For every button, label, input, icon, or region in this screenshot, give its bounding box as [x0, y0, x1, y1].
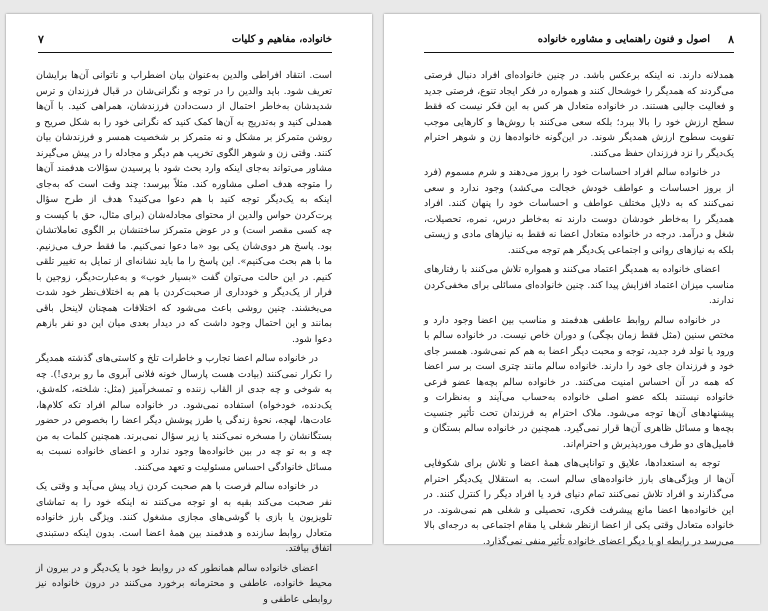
paragraph: همدلانه دارند. نه اینکه برعکس باشد. در چنین خانواده‌ای افراد دنبال فرصتی می‌گردند که همدیگر را خوشحال کنند و همواره در فکر ایجاد تنوع، فرصتی جدید و فعالیت جالبی هستند. در خانواده متعادل هر کس به این فکر نیست که فقط سطح ارزش خود را بالا ببرد؛ بلکه سعی می‌کنند با روش‌ها و کارهایی موجب تقویت سطوح ارزش همدیگر شوند. در این‌گونه خانواده‌ها زن و شوهر احترام یک‌دیگر را نزد فرزندان حفظ می‌کنند. — [424, 70, 734, 159]
paragraph: در خانواده سالم افراد احساسات خود را بروز می‌دهند و شرم مسموم (فرد از بروز احساسات و عواطف خودش خجالت می‌کشد) وجود ندارد و سعی نمی‌کنند که به دلایل مختلف عواطف و احساسات خود را پنهان کنند. افراد همدیگر را به‌خاطر خودشان دوست دارند نه به‌خاطر درس، نمره، تحصیلات، شغل و درآمد. درجه در خانواده متعادل اعضا نه فقط به نیازهای مادی و زیستی بلکه به نیازهای روانی و اجتماعی یک‌دیگر هم توجه می‌کنند. — [424, 167, 734, 256]
left-running-title: خانواده، مفاهیم و کلیات — [231, 34, 332, 45]
left-header-rule — [38, 52, 332, 53]
right-page — [384, 14, 760, 547]
right-header-rule — [424, 52, 734, 53]
paragraph: در خانواده سالم روابط عاطفی هدفمند و مناسب بین اعضا وجود دارد و مختص سنین (مثل فقط زمان بچگی) و دوران خاص نیست. در خانواده سالم با ورود یا تولد فرد جدید، توجه و محبت دیگر اعضا به هم کم نمی‌شود. همسر جای خود و فرزندان جای خود را دارند. خانواده سالم مانند چتری است بر سر اعضا که همه در آن احساس امنیت می‌کنند. در خانواده سالم بچه‌ها عضو فرعی خانواده نیستند بلکه عضو اصلی خانواده به‌حساب می‌آیند و به‌نظرات و پیشنهادهای آن‌ها توجه می‌شود. ملاک احترام به فرزندان تحت تأثیر جنسیت بچه‌ها و مسائل ظاهری آن‌ها قرار نمی‌گیرد. همچنین در خانواده سالم بستگان و فامیل‌های دو طرف موردپذیرش و احترام‌اند. — [424, 314, 734, 450]
right-page-body — [424, 68, 734, 553]
paragraph: اعضای خانواده سالم همانطور که در روابط خود با یک‌دیگر و در بیرون از محیط خانواده، عاطفی و محترمانه برخورد می‌کنند در درون خانواده نیز روابطی عاطفی و — [36, 562, 332, 605]
paragraph: است. انتقاد افراطی والدین به‌عنوان بیان اضطراب و ناتوانی آن‌ها برایشان تعریف شود. باید والدین را در توجه و نگرانی‌شان در قبال فرزندان و ترس شدیدشان به‌خاطر احتمال از دست‌دادن فرزندشان، همراهی کنید. با آن‌ها همدلی کنید و به‌تدریج به آن‌ها کمک کنید که نگرانی خود را به شکل صریح و روشن متمرکز بر مشکل و نه متمرکز بر شخصیت همسر و فرزندشان بیان کنند. وقتی زن و شوهر الگوی تخریب هم دیگر و مجادله را در پیش می‌گیرند مشاور می‌تواند به‌جای اینکه وارد بحث شود با پرسیدن سؤالات هدفمند آن‌ها را متوجه هدف اصلی مشاوره کند. مثلاً بپرسد: چند وقت است که به‌جای اینکه به یک‌دیگر توجه کنید با هم دعوا می‌کنید؟ هدف از طرح سؤال پرت‌کردن حواس والدین از محتوای مجادله‌شان (برای مثال، حق با کیست و چه کسی مقصر است) و در عوض متمرکز ساختنشان بر الگوی تعاملاتشان بود. پاسخ هر دوی‌شان یکی بود «ما دعوا نمی‌کنیم. ما فقط حرف می‌زنیم. ما با هم بحث می‌کنیم». این پاسخ را ما باید نشانه‌ای از تمایل به تغییر تلقی کنیم. در این حالت می‌توان گفت «بسیار خوب» و به‌عبارت‌دیگر، زوجین با فرار از یک‌دیگر و خودداری از صحبت‌کردن با هم به اختلاف‌نظر خود شدت می‌بخشند. چنین روشی باعث می‌شود که اختلافات همچنان لاینحل باقی بمانند و این احتمال وجود داشت که در دیدار بعدی میان این دو نفر بازهم دعوا شود. — [36, 70, 332, 345]
paragraph: اعضای خانواده به همدیگر اعتماد می‌کنند و همواره تلاش می‌کنند با رفتارهای مناسب میزان اعتماد افزایش پیدا کند. چنین خانواده‌ای مسائلی برای مخفی‌کردن ندارند. — [424, 264, 734, 306]
paragraph: در خانواده سالم فرصت با هم صحبت کردن زیاد پیش می‌آید و وقتی یک نفر صحبت می‌کند بقیه به او توجه می‌کنند نه اینکه خود را به تماشای تلویزیون یا بازی با گوشی‌های مجازی مشغول کنند. ویژگی بارز خانواده متعادل روابط سازنده و هدفمند بین همهٔ اعضا است. بدون اینکه دستبندی اتفاق بیافتد. — [36, 481, 332, 554]
left-page-body — [36, 68, 332, 611]
left-page-number: ۷ — [38, 33, 44, 46]
paragraph: در خانواده سالم اعضا تجارب و خاطرات تلخ و کاستی‌های گذشته همدیگر را تکرار نمی‌کنند (بیادت هست پارسال خونه فلانی آبروی ما رو بردی!). چه به شوخی و چه جدی از القاب زننده و تمسخرآمیز (مثل: شلخته، کله‌شق، یک‌دنده، خودخواه) استفاده نمی‌شود. در خانواده سالم افراد تکه کلام‌ها، عادت‌ها، لهجه، نحوهٔ زندگی یا طرز پوشش دیگر اعضا را بخصوص در حضور بستگانشان را مسخره نمی‌کنند یا زیر سؤال نمی‌برند. همچنین کلمات به من چه و به تو چه در بین خانواده‌ها وجود ندارد و اعضای خانواده نسبت به مسائل خانوادگی احساس مسئولیت و تعهد می‌کنند. — [36, 353, 332, 473]
right-running-title: اصول و فنون راهنمایی و مشاوره خانواده — [537, 34, 710, 45]
right-page-number: ۸ — [728, 33, 734, 46]
paragraph: توجه به استعدادها، علایق و توانایی‌های همهٔ اعضا و تلاش برای شکوفایی آن‌ها از ویژگی‌های بارز خانواده‌های سالم است. به استقلال یک‌دیگر احترام می‌گذارند و افراد تلاش نمی‌کنند تمام دنیای فرد یا افراد دیگر را کنترل کنند. در این خانواده‌ها اعضا مانع پیشرفت فکری، تحصیلی و شغلی هم نمی‌شوند. در خانواده متعادل وقتی یکی از اعضا ازنظر شغلی یا مقام اجتماعی به درجه‌ای بالا می‌رسد در رابطه او با دیگر اعضای خانواده تأثیر منفی نمی‌گذارد. — [424, 458, 734, 547]
left-page — [6, 14, 372, 605]
